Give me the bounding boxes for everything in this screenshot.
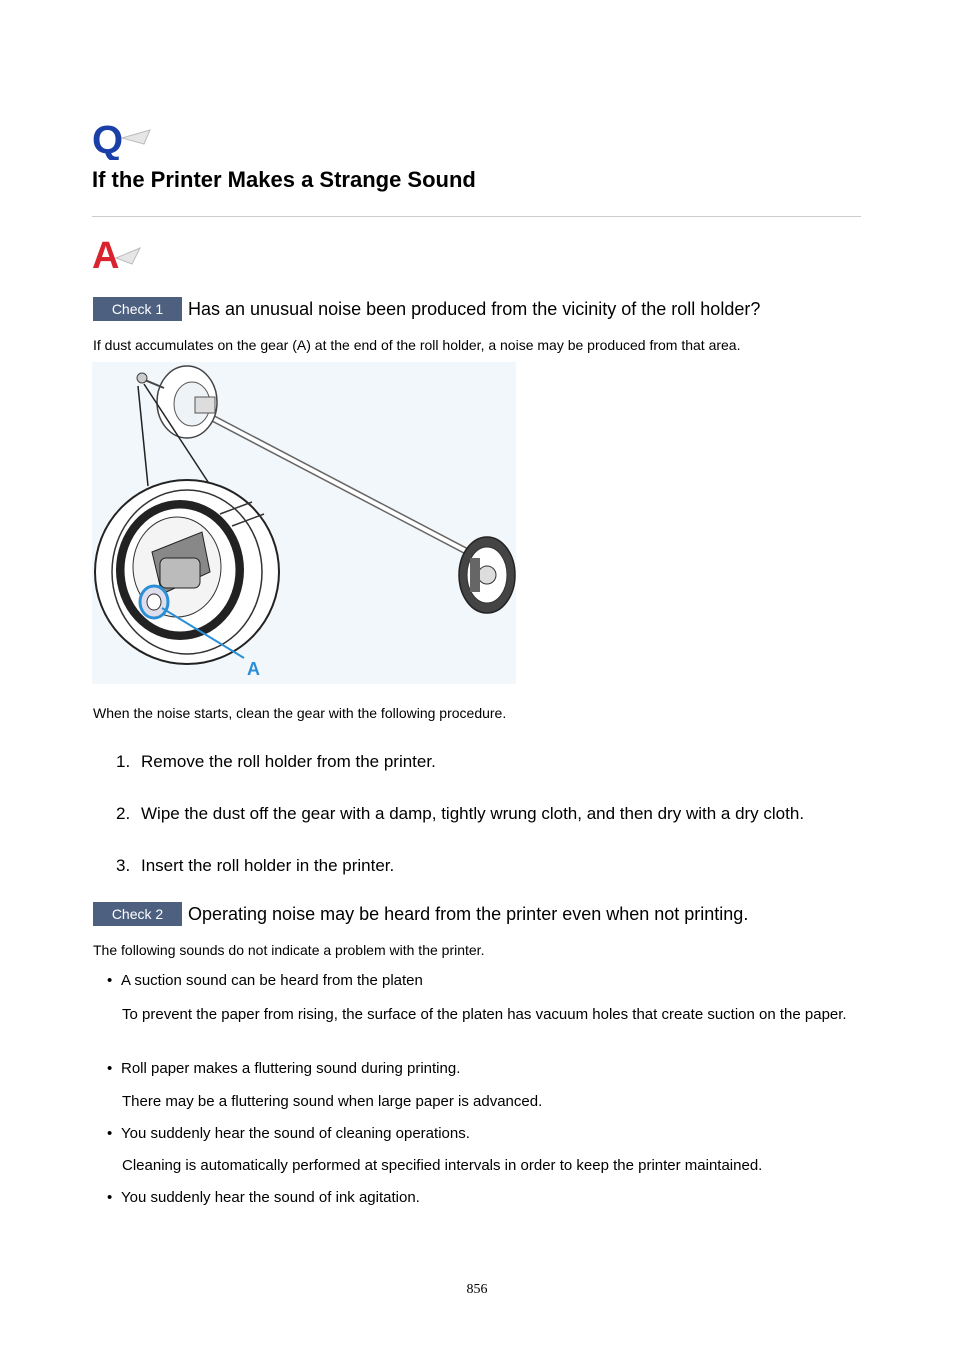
check-2-badge: Check 2 <box>93 902 182 926</box>
step-number: 2. <box>116 804 131 823</box>
page-number: 856 <box>466 1282 488 1297</box>
check-1-badge: Check 1 <box>93 297 182 321</box>
list-item <box>107 1189 420 1206</box>
step-3 <box>116 856 394 876</box>
step-number: 3. <box>116 856 131 875</box>
list-item-detail: To prevent the paper from rising, the surface of the platen has vacuum holes that create suction on the paper. <box>122 1006 847 1023</box>
check-2-heading <box>93 902 748 926</box>
list-item-detail: There may be a fluttering sound when large paper is advanced. <box>122 1093 543 1110</box>
check-1-heading <box>93 297 760 321</box>
step-text: Wipe the dust off the gear with a damp, tightly wrung cloth, and then dry with a dry cloth. <box>141 804 805 823</box>
step-2 <box>116 804 804 824</box>
list-item-label: You suddenly hear the sound of ink agitation. <box>121 1189 420 1206</box>
question-icon <box>92 118 152 160</box>
step-number: 1. <box>116 752 131 771</box>
callout-label-a: A <box>247 659 260 679</box>
check-2-title: Operating noise may be heard from the printer even when not printing. <box>188 903 749 924</box>
check-1-title: Has an unusual noise been produced from the vicinity of the roll holder? <box>188 298 761 319</box>
list-item-label: A suction sound can be heard from the platen <box>121 972 423 989</box>
answer-icon <box>92 236 142 272</box>
list-item-label: You suddenly hear the sound of cleaning operations. <box>121 1125 470 1142</box>
divider <box>92 216 861 217</box>
procedure-intro: When the noise starts, clean the gear with the following procedure. <box>93 705 507 721</box>
list-item-detail: Cleaning is automatically performed at specified intervals in order to keep the printer maintained. <box>122 1157 763 1174</box>
list-item-label: Roll paper makes a fluttering sound during printing. <box>121 1060 461 1077</box>
page-title: If the Printer Makes a Strange Sound <box>92 167 476 192</box>
list-item <box>107 972 423 989</box>
bullet-icon: • <box>107 1060 113 1077</box>
roll-holder-illustration <box>92 362 516 684</box>
svg-text:Q: Q <box>92 118 124 160</box>
step-text: Insert the roll holder in the printer. <box>141 856 395 875</box>
list-item <box>107 1060 460 1077</box>
svg-text:A: A <box>92 236 120 272</box>
bullet-icon: • <box>107 1189 113 1206</box>
check-2-intro: The following sounds do not indicate a problem with the printer. <box>93 942 485 958</box>
step-1 <box>116 752 436 772</box>
bullet-icon: • <box>107 1125 113 1142</box>
list-item <box>107 1125 470 1142</box>
bullet-icon: • <box>107 972 113 989</box>
check-1-description: If dust accumulates on the gear (A) at the end of the roll holder, a noise may be produced from that area. <box>93 337 741 353</box>
step-text: Remove the roll holder from the printer. <box>141 752 436 771</box>
